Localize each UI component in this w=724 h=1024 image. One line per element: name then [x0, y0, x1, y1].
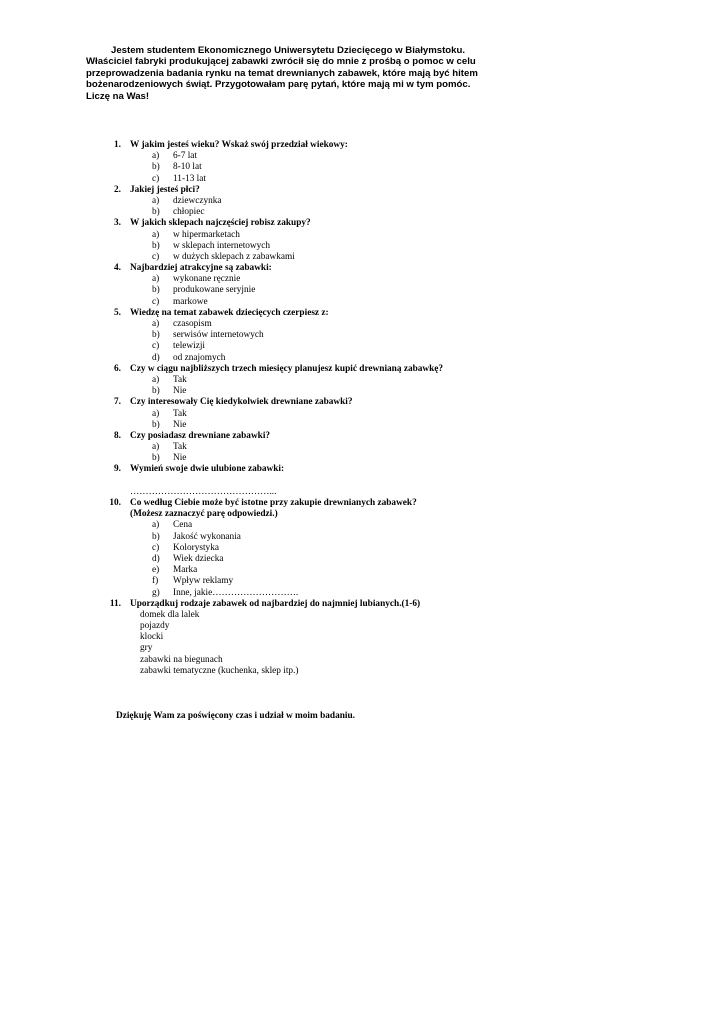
ranking-item[interactable] — [0, 643, 724, 654]
ranking-item[interactable] — [0, 666, 724, 677]
answer-option[interactable] — [0, 330, 724, 341]
answer-option[interactable] — [0, 375, 724, 386]
question-text: Najbardziej atrakcyjne są zabawki: — [130, 263, 272, 274]
question-number: 1. — [114, 140, 121, 150]
answer-option[interactable] — [0, 319, 724, 330]
option-letter: f) — [152, 576, 159, 587]
answer-option[interactable] — [0, 196, 724, 207]
option-text: Kolorystyka — [173, 542, 219, 553]
question-5 — [0, 308, 724, 319]
option-letter: a) — [152, 520, 160, 531]
option-text: Wpływ reklamy — [173, 576, 234, 587]
answer-option[interactable] — [0, 353, 724, 364]
question-number: 6. — [114, 363, 121, 374]
question-number: 9. — [114, 464, 121, 475]
option-text: telewizji — [173, 341, 206, 352]
option-letter: c) — [152, 296, 160, 307]
question-number: 11. — [109, 598, 121, 609]
ranking-item-text: gry — [140, 643, 153, 654]
option-letter: a) — [152, 374, 160, 385]
option-letter: b) — [152, 285, 160, 296]
option-text: Inne, jakie………………………. — [173, 587, 299, 598]
answer-option[interactable] — [0, 532, 724, 543]
option-text: czasopism — [173, 319, 212, 329]
ranking-item-text: pojazdy — [140, 621, 170, 632]
question-text: Co według Ciebie może być istotne przy zakupie drewnianych zabawek? — [130, 498, 417, 508]
option-text: Tak — [173, 442, 187, 453]
option-text: wykonane ręcznie — [173, 274, 241, 285]
question-text: Czy w ciągu najbliższych trzech miesięcy planujesz kupić drewnianą zabawkę? — [130, 363, 444, 374]
option-text: Tak — [173, 374, 187, 385]
question-text: W jakim jesteś wieku? Wskaż swój przedział wiekowy: — [130, 140, 348, 150]
answer-line[interactable] — [0, 487, 724, 498]
option-text: Jakość wykonania — [173, 531, 241, 542]
option-text: od znajomych — [173, 352, 226, 363]
ranking-item-text: klocki — [140, 632, 164, 643]
question-number: 7. — [114, 397, 121, 408]
option-letter: b) — [152, 453, 160, 464]
option-letter: b) — [152, 162, 160, 173]
answer-option[interactable] — [0, 174, 724, 185]
option-letter: a) — [152, 195, 160, 206]
question-text: Czy posiadasz drewniane zabawki? — [130, 430, 271, 441]
survey-questions — [0, 140, 724, 677]
question-7 — [0, 397, 724, 408]
answer-option[interactable] — [0, 576, 724, 587]
answer-option[interactable] — [0, 543, 724, 554]
intro-line: Liczę na Was! — [86, 90, 150, 102]
question-11 — [0, 599, 724, 610]
ranking-item[interactable] — [0, 621, 724, 632]
option-letter: a) — [152, 229, 160, 240]
answer-option[interactable] — [0, 252, 724, 263]
question-text: Uporządkuj rodzaje zabawek od najbardziej do najmniej lubianych.(1-6) — [130, 598, 421, 609]
answer-line-dots: ………………………………………... — [130, 486, 277, 497]
option-letter: d) — [152, 553, 160, 564]
question-subtext: (Możesz zaznaczyć parę odpowiedzi.) — [130, 509, 278, 520]
option-letter: a) — [152, 442, 160, 453]
question-number: 5. — [114, 307, 121, 318]
question-text: Wiedzę na temat zabawek dziecięcych czerpiesz z: — [130, 307, 329, 318]
answer-option[interactable] — [0, 230, 724, 241]
option-letter: a) — [152, 274, 160, 285]
question-text: W jakich sklepach najczęściej robisz zakupy? — [130, 218, 311, 229]
answer-option[interactable] — [0, 274, 724, 285]
question-text: Wymień swoje dwie ulubione zabawki: — [130, 464, 285, 475]
answer-option[interactable] — [0, 207, 724, 218]
option-text: chłopiec — [173, 207, 205, 218]
question-6 — [0, 364, 724, 375]
blank-gap — [0, 476, 724, 487]
option-text: Cena — [173, 520, 193, 531]
option-letter: a) — [152, 151, 160, 162]
question-number: 3. — [114, 218, 121, 229]
option-letter: c) — [152, 341, 160, 352]
answer-option[interactable] — [0, 386, 724, 397]
answer-option[interactable] — [0, 565, 724, 576]
answer-option[interactable] — [0, 409, 724, 420]
option-letter: b) — [152, 531, 160, 542]
option-letter: c) — [152, 173, 160, 184]
question-text: Czy interesowały Cię kiedykolwiek drewniane zabawki? — [130, 397, 353, 408]
answer-option[interactable] — [0, 554, 724, 565]
question-number: 10. — [109, 498, 121, 508]
option-text: Nie — [173, 419, 187, 430]
option-text: w sklepach internetowych — [173, 240, 271, 251]
option-letter: e) — [152, 565, 160, 576]
option-letter: b) — [152, 419, 160, 430]
option-text: produkowane seryjnie — [173, 285, 256, 296]
intro-paragraph — [86, 45, 506, 102]
option-text: w dużych sklepach z zabawkami — [173, 251, 295, 262]
option-letter: b) — [152, 207, 160, 218]
question-number: 2. — [114, 184, 121, 195]
option-text: 6-7 lat — [173, 151, 198, 162]
option-text: dziewczynka — [173, 195, 222, 206]
option-text: serwisów internetowych — [173, 330, 264, 341]
option-letter: c) — [152, 542, 160, 553]
intro-line: Jestem studentem Ekonomicznego Uniwersytetu Dziecięcego w Białymstoku. — [111, 45, 465, 56]
answer-option[interactable] — [0, 442, 724, 453]
ranking-item-text: domek dla lalek — [140, 609, 200, 620]
ranking-item[interactable] — [0, 655, 724, 666]
option-letter: b) — [152, 240, 160, 251]
ranking-item[interactable] — [0, 610, 724, 621]
ranking-item[interactable] — [0, 632, 724, 643]
option-letter: g) — [152, 587, 160, 598]
question-number: 4. — [114, 263, 121, 274]
option-text: Nie — [173, 453, 187, 464]
ranking-item-text: zabawki tematyczne (kuchenka, sklep itp.) — [140, 665, 299, 676]
answer-option[interactable] — [0, 241, 724, 252]
answer-option[interactable] — [0, 297, 724, 308]
answer-option[interactable] — [0, 453, 724, 464]
question-text: Jakiej jesteś płci? — [130, 184, 200, 195]
question-2 — [0, 185, 724, 196]
answer-option[interactable] — [0, 588, 724, 599]
answer-option[interactable] — [0, 341, 724, 352]
question-1 — [0, 140, 724, 151]
option-text: 8-10 lat — [173, 162, 202, 173]
option-letter: d) — [152, 352, 160, 363]
question-8 — [0, 431, 724, 442]
option-text: Wiek dziecka — [173, 553, 224, 564]
ranking-item-text: zabawki na biegunach — [140, 654, 223, 665]
option-letter: b) — [152, 330, 160, 341]
intro-line: przeprowadzenia badania rynku na temat drewnianych zabawek, które mają być hitem — [86, 67, 478, 79]
answer-option[interactable] — [0, 162, 724, 173]
answer-option[interactable] — [0, 285, 724, 296]
option-letter: a) — [152, 319, 160, 329]
option-text: w hipermarketach — [173, 229, 240, 240]
option-text: Marka — [173, 565, 198, 576]
answer-option[interactable] — [0, 151, 724, 162]
intro-line: Właściciel fabryki produkującej zabawki zwrócił się do mnie z prośbą o pomoc w celu — [86, 56, 476, 68]
question-9 — [0, 464, 724, 475]
option-text: markowe — [173, 296, 208, 307]
thanks-note: Dziękuję Wam za poświęcony czas i udział w moim badaniu. — [116, 711, 355, 721]
question-10 — [0, 498, 724, 520]
option-text: Tak — [173, 408, 187, 419]
option-letter: b) — [152, 386, 160, 397]
option-letter: c) — [152, 251, 160, 262]
answer-option[interactable] — [0, 520, 724, 531]
intro-line: bożenarodzeniowych świąt. Przygotowałam parę pytań, które mają mi w tym pomóc. — [86, 79, 471, 91]
answer-option[interactable] — [0, 420, 724, 431]
question-3 — [0, 218, 724, 229]
question-4 — [0, 263, 724, 274]
option-text: 11-13 lat — [173, 173, 206, 184]
question-number: 8. — [114, 430, 121, 441]
option-letter: a) — [152, 408, 160, 419]
option-text: Nie — [173, 386, 187, 397]
